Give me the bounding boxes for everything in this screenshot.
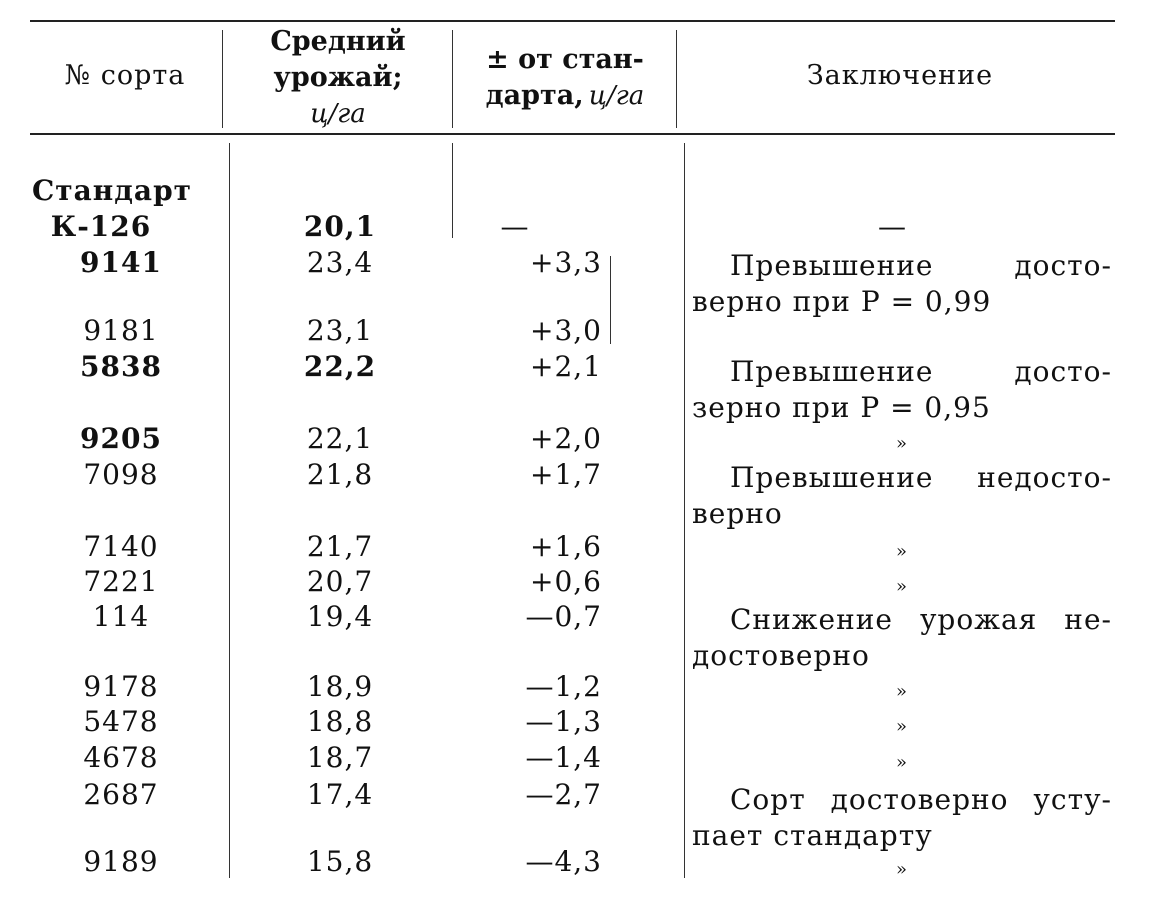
yield-cell: 18,7 (306, 741, 374, 774)
yield-cell: 15,8 (306, 845, 374, 878)
yield-cell: 20,7 (306, 565, 374, 598)
yield-cell: 20,1 (303, 210, 377, 243)
diff-cell: +2,1 (530, 350, 602, 383)
header-yield-unit: ц/га (310, 99, 366, 129)
ditto-mark: » (896, 433, 908, 454)
diff-cell: +1,7 (530, 458, 602, 491)
variety-cell: 9141 (80, 246, 162, 279)
header-rule (30, 133, 1115, 135)
standard-label: Стандарт (32, 174, 193, 207)
variety-cell: 9189 (83, 845, 159, 878)
conclusion-text: Снижение урожая не-достоверно (692, 603, 1112, 672)
variety-cell: 7140 (83, 530, 159, 563)
header-yield-line2: урожай; (273, 62, 403, 93)
variety-cell: 2687 (83, 778, 159, 811)
header-divider-2 (452, 30, 453, 128)
yield-cell: 17,4 (306, 778, 374, 811)
header-diff-unit: ц/га (588, 81, 645, 111)
yield-cell: 18,8 (306, 705, 374, 738)
conclusion-text: Превышение досто-верно при Р = 0,99 (692, 249, 1112, 318)
header-diff (455, 42, 675, 117)
variety-cell: 5838 (80, 350, 162, 383)
diff-cell: —1,3 (525, 705, 602, 738)
ditto-mark: » (896, 859, 908, 880)
diff-cell: — (500, 210, 530, 243)
ditto-mark: » (896, 576, 908, 597)
yield-cell: 21,7 (306, 530, 374, 563)
bracket-mark (610, 256, 611, 344)
conclusion-text: Превышение недосто-верно (692, 461, 1112, 530)
diff-cell: —2,7 (525, 778, 602, 811)
ditto-mark: » (896, 541, 908, 562)
diff-cell: —0,7 (525, 600, 602, 633)
diff-cell: —4,3 (525, 845, 602, 878)
diff-cell: +1,6 (530, 530, 602, 563)
diff-cell: +0,6 (530, 565, 602, 598)
header-divider-3 (676, 30, 677, 128)
header-diff-line2: дарта, (485, 80, 584, 111)
body-divider-3 (684, 143, 685, 878)
diff-cell: +3,0 (530, 314, 602, 347)
yield-cell: 23,4 (306, 246, 374, 279)
yield-cell: 19,4 (306, 600, 374, 633)
header-variety: № сорта (64, 60, 186, 91)
conclusion-dash: — (878, 210, 906, 243)
header-divider-1 (222, 30, 223, 128)
header-conclusion: Заключение (806, 60, 994, 91)
yield-cell: 21,8 (306, 458, 374, 491)
variety-cell: 9178 (83, 670, 159, 703)
yield-cell: 22,2 (303, 350, 377, 383)
top-rule (30, 20, 1115, 22)
diff-cell: +3,3 (530, 246, 602, 279)
variety-cell: 9181 (83, 314, 159, 347)
conclusion-text: Превышение досто-зерно при Р = 0,95 (692, 355, 1112, 424)
yield-cell: 18,9 (306, 670, 374, 703)
diff-cell: +2,0 (530, 422, 602, 455)
diff-cell: —1,2 (525, 670, 602, 703)
ditto-mark: » (896, 681, 908, 702)
variety-cell: 9205 (80, 422, 162, 455)
ditto-mark: » (896, 752, 908, 773)
variety-cell: 114 (92, 600, 150, 633)
variety-cell: 5478 (83, 705, 159, 738)
yield-cell: 22,1 (306, 422, 374, 455)
header-diff-line1: ± от стан- (486, 44, 644, 75)
body-divider-1 (229, 143, 230, 878)
header-yield-line1: Средний (270, 26, 406, 57)
diff-cell: —1,4 (525, 741, 602, 774)
ditto-mark: » (896, 716, 908, 737)
variety-cell: К-126 (50, 210, 152, 243)
header-yield (228, 24, 448, 132)
variety-cell: 7221 (83, 565, 159, 598)
conclusion-text: Сорт достоверно усту-пает стандарту (692, 783, 1112, 852)
yield-cell: 23,1 (306, 314, 374, 347)
variety-cell: 4678 (83, 741, 159, 774)
variety-cell: 7098 (83, 458, 159, 491)
